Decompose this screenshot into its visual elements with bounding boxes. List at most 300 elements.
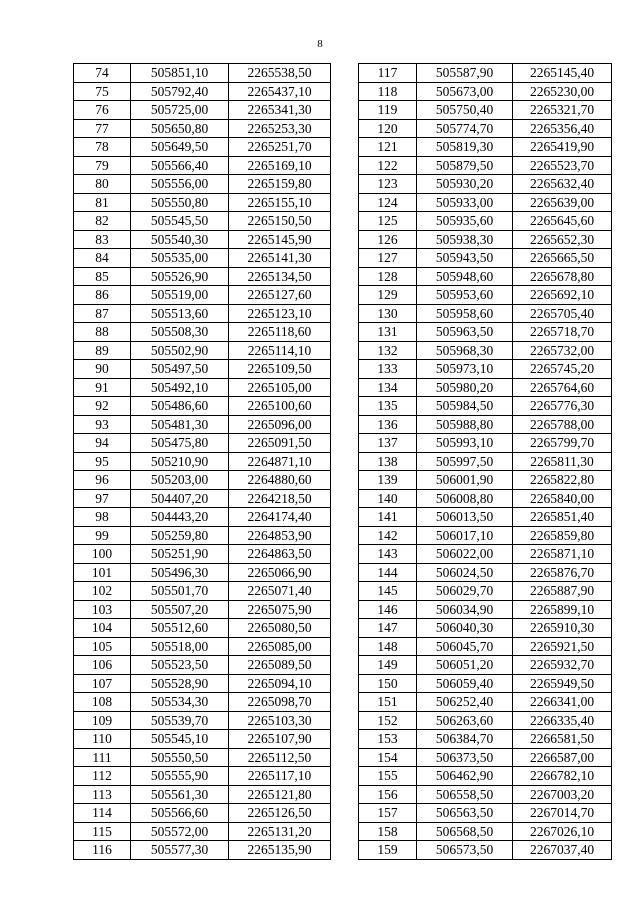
x-coordinate-cell: 505496,30 xyxy=(131,563,229,582)
y-coordinate-cell: 2265118,60 xyxy=(229,323,331,342)
table-row xyxy=(359,397,612,416)
x-coordinate-cell: 505935,60 xyxy=(417,212,513,231)
table-row xyxy=(74,526,331,545)
point-number-cell: 103 xyxy=(74,600,131,619)
point-number-cell: 136 xyxy=(359,415,417,434)
point-number-cell: 144 xyxy=(359,563,417,582)
point-number-cell: 77 xyxy=(74,119,131,138)
point-number-cell: 134 xyxy=(359,378,417,397)
x-coordinate-cell: 505513,60 xyxy=(131,304,229,323)
point-number-cell: 82 xyxy=(74,212,131,231)
x-coordinate-cell: 505561,30 xyxy=(131,785,229,804)
point-number-cell: 155 xyxy=(359,767,417,786)
point-number-cell: 104 xyxy=(74,619,131,638)
y-coordinate-cell: 2265523,70 xyxy=(513,156,612,175)
point-number-cell: 108 xyxy=(74,693,131,712)
table-row xyxy=(359,341,612,360)
table-row xyxy=(359,471,612,490)
table-row xyxy=(74,822,331,841)
table-row xyxy=(359,711,612,730)
y-coordinate-cell: 2265071,40 xyxy=(229,582,331,601)
point-number-cell: 102 xyxy=(74,582,131,601)
y-coordinate-cell: 2265091,50 xyxy=(229,434,331,453)
x-coordinate-cell: 505572,00 xyxy=(131,822,229,841)
x-coordinate-cell: 505948,60 xyxy=(417,267,513,286)
point-number-cell: 151 xyxy=(359,693,417,712)
x-coordinate-cell: 505501,70 xyxy=(131,582,229,601)
table-row xyxy=(74,471,331,490)
table-row xyxy=(74,378,331,397)
x-coordinate-cell: 505943,50 xyxy=(417,249,513,268)
x-coordinate-cell: 506008,80 xyxy=(417,489,513,508)
x-coordinate-cell: 504443,20 xyxy=(131,508,229,527)
point-number-cell: 129 xyxy=(359,286,417,305)
y-coordinate-cell: 2265141,30 xyxy=(229,249,331,268)
x-coordinate-cell: 505497,50 xyxy=(131,360,229,379)
x-coordinate-cell: 506384,70 xyxy=(417,730,513,749)
table-row xyxy=(359,452,612,471)
y-coordinate-cell: 2267014,70 xyxy=(513,804,612,823)
x-coordinate-cell: 505980,20 xyxy=(417,378,513,397)
table-row xyxy=(359,378,612,397)
y-coordinate-cell: 2265123,10 xyxy=(229,304,331,323)
x-coordinate-cell: 505550,80 xyxy=(131,193,229,212)
point-number-cell: 83 xyxy=(74,230,131,249)
y-coordinate-cell: 2265134,50 xyxy=(229,267,331,286)
table-row xyxy=(359,582,612,601)
y-coordinate-cell: 2265094,10 xyxy=(229,674,331,693)
x-coordinate-cell: 505851,10 xyxy=(131,64,229,83)
point-number-cell: 94 xyxy=(74,434,131,453)
table-row xyxy=(359,822,612,841)
table-row xyxy=(74,434,331,453)
table-row xyxy=(359,304,612,323)
point-number-cell: 114 xyxy=(74,804,131,823)
y-coordinate-cell: 2265949,50 xyxy=(513,674,612,693)
point-number-cell: 118 xyxy=(359,82,417,101)
y-coordinate-cell: 2265678,80 xyxy=(513,267,612,286)
y-coordinate-cell: 2265253,30 xyxy=(229,119,331,138)
point-number-cell: 97 xyxy=(74,489,131,508)
x-coordinate-cell: 506013,50 xyxy=(417,508,513,527)
y-coordinate-cell: 2265155,10 xyxy=(229,193,331,212)
x-coordinate-cell: 506001,90 xyxy=(417,471,513,490)
point-number-cell: 145 xyxy=(359,582,417,601)
table-row xyxy=(74,748,331,767)
table-row xyxy=(74,711,331,730)
point-number-cell: 156 xyxy=(359,785,417,804)
point-number-cell: 132 xyxy=(359,341,417,360)
table-row xyxy=(74,508,331,527)
x-coordinate-cell: 505879,50 xyxy=(417,156,513,175)
x-coordinate-cell: 505792,40 xyxy=(131,82,229,101)
y-coordinate-cell: 2265705,40 xyxy=(513,304,612,323)
point-number-cell: 99 xyxy=(74,526,131,545)
y-coordinate-cell: 2266335,40 xyxy=(513,711,612,730)
x-coordinate-cell: 505988,80 xyxy=(417,415,513,434)
point-number-cell: 85 xyxy=(74,267,131,286)
y-coordinate-cell: 2265876,70 xyxy=(513,563,612,582)
table-row xyxy=(359,267,612,286)
y-coordinate-cell: 2265859,80 xyxy=(513,526,612,545)
point-number-cell: 152 xyxy=(359,711,417,730)
x-coordinate-cell: 506462,90 xyxy=(417,767,513,786)
x-coordinate-cell: 505526,90 xyxy=(131,267,229,286)
y-coordinate-cell: 2264880,60 xyxy=(229,471,331,490)
point-number-cell: 95 xyxy=(74,452,131,471)
x-coordinate-cell: 506568,50 xyxy=(417,822,513,841)
x-coordinate-cell: 505528,90 xyxy=(131,674,229,693)
y-coordinate-cell: 2265096,00 xyxy=(229,415,331,434)
y-coordinate-cell: 2265127,60 xyxy=(229,286,331,305)
point-number-cell: 130 xyxy=(359,304,417,323)
point-number-cell: 148 xyxy=(359,637,417,656)
x-coordinate-cell: 505535,00 xyxy=(131,249,229,268)
x-coordinate-cell: 505725,00 xyxy=(131,101,229,120)
x-coordinate-cell: 506024,50 xyxy=(417,563,513,582)
point-number-cell: 157 xyxy=(359,804,417,823)
point-number-cell: 131 xyxy=(359,323,417,342)
table-row xyxy=(359,637,612,656)
x-coordinate-cell: 505486,60 xyxy=(131,397,229,416)
x-coordinate-cell: 505953,60 xyxy=(417,286,513,305)
y-coordinate-cell: 2265341,30 xyxy=(229,101,331,120)
point-number-cell: 79 xyxy=(74,156,131,175)
table-row xyxy=(74,101,331,120)
y-coordinate-cell: 2264853,90 xyxy=(229,526,331,545)
point-number-cell: 81 xyxy=(74,193,131,212)
point-number-cell: 122 xyxy=(359,156,417,175)
x-coordinate-cell: 505540,30 xyxy=(131,230,229,249)
point-number-cell: 135 xyxy=(359,397,417,416)
y-coordinate-cell: 2267037,40 xyxy=(513,841,612,860)
y-coordinate-cell: 2265159,80 xyxy=(229,175,331,194)
point-number-cell: 146 xyxy=(359,600,417,619)
x-coordinate-cell: 506051,20 xyxy=(417,656,513,675)
y-coordinate-cell: 2265788,00 xyxy=(513,415,612,434)
table-row xyxy=(74,193,331,212)
table-row xyxy=(359,230,612,249)
x-coordinate-cell: 506017,10 xyxy=(417,526,513,545)
y-coordinate-cell: 2264218,50 xyxy=(229,489,331,508)
table-row xyxy=(359,156,612,175)
table-row xyxy=(74,267,331,286)
y-coordinate-cell: 2265117,10 xyxy=(229,767,331,786)
table-row xyxy=(74,64,331,83)
point-number-cell: 116 xyxy=(74,841,131,860)
table-row xyxy=(359,415,612,434)
y-coordinate-cell: 2267026,10 xyxy=(513,822,612,841)
x-coordinate-cell: 505968,30 xyxy=(417,341,513,360)
x-coordinate-cell: 505545,10 xyxy=(131,730,229,749)
y-coordinate-cell: 2265921,50 xyxy=(513,637,612,656)
point-number-cell: 143 xyxy=(359,545,417,564)
point-number-cell: 113 xyxy=(74,785,131,804)
y-coordinate-cell: 2265107,90 xyxy=(229,730,331,749)
table-row xyxy=(359,693,612,712)
y-coordinate-cell: 2265089,50 xyxy=(229,656,331,675)
table-row xyxy=(74,693,331,712)
table-row xyxy=(359,360,612,379)
point-number-cell: 138 xyxy=(359,452,417,471)
table-row xyxy=(359,730,612,749)
table-row xyxy=(74,230,331,249)
x-coordinate-cell: 506034,90 xyxy=(417,600,513,619)
point-number-cell: 141 xyxy=(359,508,417,527)
point-number-cell: 158 xyxy=(359,822,417,841)
table-row xyxy=(74,674,331,693)
x-coordinate-cell: 505958,60 xyxy=(417,304,513,323)
point-number-cell: 96 xyxy=(74,471,131,490)
point-number-cell: 110 xyxy=(74,730,131,749)
y-coordinate-cell: 2265114,10 xyxy=(229,341,331,360)
x-coordinate-cell: 505512,60 xyxy=(131,619,229,638)
table-row xyxy=(359,489,612,508)
point-number-cell: 86 xyxy=(74,286,131,305)
page-number: 8 xyxy=(317,38,323,50)
x-coordinate-cell: 506558,50 xyxy=(417,785,513,804)
point-number-cell: 128 xyxy=(359,267,417,286)
y-coordinate-cell: 2265437,10 xyxy=(229,82,331,101)
y-coordinate-cell: 2267003,20 xyxy=(513,785,612,804)
point-number-cell: 75 xyxy=(74,82,131,101)
table-row xyxy=(359,193,612,212)
y-coordinate-cell: 2265718,70 xyxy=(513,323,612,342)
y-coordinate-cell: 2265645,60 xyxy=(513,212,612,231)
point-number-cell: 126 xyxy=(359,230,417,249)
point-number-cell: 84 xyxy=(74,249,131,268)
table-row xyxy=(359,249,612,268)
x-coordinate-cell: 505587,90 xyxy=(417,64,513,83)
point-number-cell: 115 xyxy=(74,822,131,841)
y-coordinate-cell: 2265121,80 xyxy=(229,785,331,804)
y-coordinate-cell: 2265112,50 xyxy=(229,748,331,767)
y-coordinate-cell: 2265251,70 xyxy=(229,138,331,157)
x-coordinate-cell: 505938,30 xyxy=(417,230,513,249)
y-coordinate-cell: 2265135,90 xyxy=(229,841,331,860)
point-number-cell: 106 xyxy=(74,656,131,675)
y-coordinate-cell: 2265098,70 xyxy=(229,693,331,712)
table-row xyxy=(359,674,612,693)
table-row xyxy=(74,489,331,508)
table-row xyxy=(74,119,331,138)
x-coordinate-cell: 505973,10 xyxy=(417,360,513,379)
x-coordinate-cell: 505545,50 xyxy=(131,212,229,231)
table-row xyxy=(74,804,331,823)
x-coordinate-cell: 505475,80 xyxy=(131,434,229,453)
x-coordinate-cell: 505993,10 xyxy=(417,434,513,453)
y-coordinate-cell: 2265840,00 xyxy=(513,489,612,508)
x-coordinate-cell: 505481,30 xyxy=(131,415,229,434)
y-coordinate-cell: 2265145,40 xyxy=(513,64,612,83)
point-number-cell: 125 xyxy=(359,212,417,231)
x-coordinate-cell: 505259,80 xyxy=(131,526,229,545)
x-coordinate-cell: 505819,30 xyxy=(417,138,513,157)
point-number-cell: 89 xyxy=(74,341,131,360)
point-number-cell: 123 xyxy=(359,175,417,194)
point-number-cell: 124 xyxy=(359,193,417,212)
table-row xyxy=(359,804,612,823)
y-coordinate-cell: 2266587,00 xyxy=(513,748,612,767)
table-row xyxy=(359,526,612,545)
table-body xyxy=(74,64,331,860)
x-coordinate-cell: 506252,40 xyxy=(417,693,513,712)
x-coordinate-cell: 505577,30 xyxy=(131,841,229,860)
table-row xyxy=(74,360,331,379)
table-row xyxy=(74,841,331,860)
point-number-cell: 154 xyxy=(359,748,417,767)
point-number-cell: 133 xyxy=(359,360,417,379)
y-coordinate-cell: 2265799,70 xyxy=(513,434,612,453)
x-coordinate-cell: 505997,50 xyxy=(417,452,513,471)
y-coordinate-cell: 2265887,90 xyxy=(513,582,612,601)
x-coordinate-cell: 506573,50 xyxy=(417,841,513,860)
table-row xyxy=(74,545,331,564)
table-row xyxy=(359,600,612,619)
y-coordinate-cell: 2265932,70 xyxy=(513,656,612,675)
y-coordinate-cell: 2265665,50 xyxy=(513,249,612,268)
table-row xyxy=(74,563,331,582)
y-coordinate-cell: 2265356,40 xyxy=(513,119,612,138)
y-coordinate-cell: 2265145,90 xyxy=(229,230,331,249)
table-row xyxy=(74,82,331,101)
y-coordinate-cell: 2265105,00 xyxy=(229,378,331,397)
x-coordinate-cell: 505556,00 xyxy=(131,175,229,194)
table-row xyxy=(74,175,331,194)
point-number-cell: 101 xyxy=(74,563,131,582)
y-coordinate-cell: 2265126,50 xyxy=(229,804,331,823)
point-number-cell: 150 xyxy=(359,674,417,693)
y-coordinate-cell: 2265639,00 xyxy=(513,193,612,212)
point-number-cell: 149 xyxy=(359,656,417,675)
x-coordinate-cell: 505550,50 xyxy=(131,748,229,767)
y-coordinate-cell: 2265080,50 xyxy=(229,619,331,638)
point-number-cell: 107 xyxy=(74,674,131,693)
point-number-cell: 117 xyxy=(359,64,417,83)
table-row xyxy=(74,249,331,268)
x-coordinate-cell: 506263,60 xyxy=(417,711,513,730)
x-coordinate-cell: 505650,80 xyxy=(131,119,229,138)
table-row xyxy=(74,582,331,601)
table-row xyxy=(74,323,331,342)
point-number-cell: 88 xyxy=(74,323,131,342)
y-coordinate-cell: 2265776,30 xyxy=(513,397,612,416)
x-coordinate-cell: 506045,70 xyxy=(417,637,513,656)
y-coordinate-cell: 2265811,30 xyxy=(513,452,612,471)
table-row xyxy=(359,82,612,101)
point-number-cell: 98 xyxy=(74,508,131,527)
point-number-cell: 100 xyxy=(74,545,131,564)
y-coordinate-cell: 2265871,10 xyxy=(513,545,612,564)
coordinates-table-right xyxy=(358,63,612,860)
y-coordinate-cell: 2265692,10 xyxy=(513,286,612,305)
y-coordinate-cell: 2265851,40 xyxy=(513,508,612,527)
table-row xyxy=(359,175,612,194)
table-row xyxy=(74,156,331,175)
table-row xyxy=(359,138,612,157)
x-coordinate-cell: 505566,40 xyxy=(131,156,229,175)
y-coordinate-cell: 2265100,60 xyxy=(229,397,331,416)
x-coordinate-cell: 505518,00 xyxy=(131,637,229,656)
x-coordinate-cell: 506373,50 xyxy=(417,748,513,767)
table-row xyxy=(74,452,331,471)
y-coordinate-cell: 2265538,50 xyxy=(229,64,331,83)
point-number-cell: 139 xyxy=(359,471,417,490)
x-coordinate-cell: 506040,30 xyxy=(417,619,513,638)
coordinates-table-left xyxy=(73,63,331,860)
y-coordinate-cell: 2265103,30 xyxy=(229,711,331,730)
point-number-cell: 147 xyxy=(359,619,417,638)
x-coordinate-cell: 505251,90 xyxy=(131,545,229,564)
table-row xyxy=(359,212,612,231)
table-row xyxy=(74,767,331,786)
y-coordinate-cell: 2264871,10 xyxy=(229,452,331,471)
point-number-cell: 91 xyxy=(74,378,131,397)
table-row xyxy=(74,785,331,804)
table-row xyxy=(359,119,612,138)
y-coordinate-cell: 2265075,90 xyxy=(229,600,331,619)
y-coordinate-cell: 2265066,90 xyxy=(229,563,331,582)
x-coordinate-cell: 505984,50 xyxy=(417,397,513,416)
x-coordinate-cell: 505539,70 xyxy=(131,711,229,730)
point-number-cell: 76 xyxy=(74,101,131,120)
y-coordinate-cell: 2265131,20 xyxy=(229,822,331,841)
x-coordinate-cell: 505502,90 xyxy=(131,341,229,360)
x-coordinate-cell: 505673,00 xyxy=(417,82,513,101)
point-number-cell: 127 xyxy=(359,249,417,268)
table-row xyxy=(359,841,612,860)
table-row xyxy=(359,434,612,453)
table-row xyxy=(74,304,331,323)
table-row xyxy=(359,545,612,564)
point-number-cell: 80 xyxy=(74,175,131,194)
x-coordinate-cell: 506022,00 xyxy=(417,545,513,564)
y-coordinate-cell: 2265652,30 xyxy=(513,230,612,249)
x-coordinate-cell: 505963,50 xyxy=(417,323,513,342)
table-body xyxy=(359,64,612,860)
y-coordinate-cell: 2264174,40 xyxy=(229,508,331,527)
table-row xyxy=(359,64,612,83)
x-coordinate-cell: 505507,20 xyxy=(131,600,229,619)
x-coordinate-cell: 505930,20 xyxy=(417,175,513,194)
y-coordinate-cell: 2265764,60 xyxy=(513,378,612,397)
x-coordinate-cell: 505210,90 xyxy=(131,452,229,471)
y-coordinate-cell: 2265745,20 xyxy=(513,360,612,379)
table-row xyxy=(359,748,612,767)
x-coordinate-cell: 504407,20 xyxy=(131,489,229,508)
table-row xyxy=(74,341,331,360)
table-row xyxy=(74,656,331,675)
x-coordinate-cell: 505750,40 xyxy=(417,101,513,120)
y-coordinate-cell: 2264863,50 xyxy=(229,545,331,564)
point-number-cell: 109 xyxy=(74,711,131,730)
point-number-cell: 137 xyxy=(359,434,417,453)
y-coordinate-cell: 2265109,50 xyxy=(229,360,331,379)
table-row xyxy=(74,730,331,749)
x-coordinate-cell: 505492,10 xyxy=(131,378,229,397)
point-number-cell: 78 xyxy=(74,138,131,157)
x-coordinate-cell: 505523,50 xyxy=(131,656,229,675)
y-coordinate-cell: 2265822,80 xyxy=(513,471,612,490)
table-row xyxy=(74,600,331,619)
table-row xyxy=(359,767,612,786)
table-row xyxy=(74,286,331,305)
point-number-cell: 111 xyxy=(74,748,131,767)
y-coordinate-cell: 2265632,40 xyxy=(513,175,612,194)
y-coordinate-cell: 2265321,70 xyxy=(513,101,612,120)
y-coordinate-cell: 2266341,00 xyxy=(513,693,612,712)
table-row xyxy=(74,415,331,434)
